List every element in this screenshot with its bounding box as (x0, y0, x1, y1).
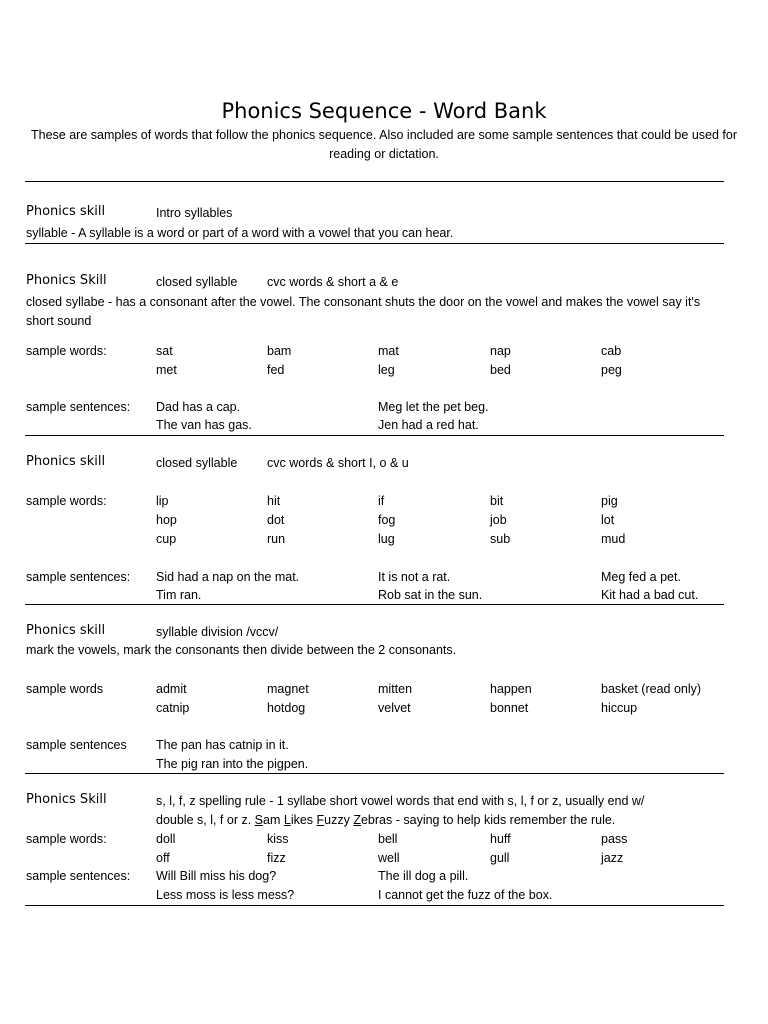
skill-focus: cvc words & short I, o & u (267, 456, 409, 470)
page-title: Phonics Sequence - Word Bank (221, 99, 547, 123)
sample-word: off (156, 851, 170, 865)
sample-word: well (378, 851, 400, 865)
sample-word: sub (490, 532, 511, 546)
mnemonic-word: ebras (360, 813, 393, 827)
sample-word: admit (156, 682, 187, 696)
sample-sentence: Will Bill miss his dog? (156, 869, 277, 883)
skill-label: Phonics Skill (26, 273, 107, 288)
mnemonic-letter: F (316, 813, 325, 827)
sample-word: gull (490, 851, 510, 865)
sample-words-label: sample words: (26, 832, 107, 846)
sample-sentence: It is not a rat. (378, 570, 451, 584)
sample-word: if (378, 494, 385, 508)
sample-word: cup (156, 532, 177, 546)
sample-word: pass (601, 832, 628, 846)
sample-word: bonnet (490, 701, 529, 715)
mnemonic-letter: S (254, 813, 264, 827)
sample-word: lip (156, 494, 169, 508)
intro-text: These are samples of words that follow the phonics sequence. Also included are some sample sentences that could be used for reading or dictation. (31, 128, 737, 161)
skill-label: Phonics skill (26, 454, 106, 469)
skill-label: Phonics skill (26, 623, 106, 638)
sample-word: bed (490, 363, 511, 377)
sample-word: fed (267, 363, 285, 377)
sample-word: leg (378, 363, 395, 377)
sample-word: run (267, 532, 286, 546)
sample-word: bam (267, 344, 292, 358)
sample-word: hotdog (267, 701, 306, 715)
sample-word: job (490, 513, 507, 527)
sample-word: huff (490, 832, 511, 846)
sample-word: velvet (378, 701, 411, 715)
divider (25, 435, 724, 436)
sample-sentences-label: sample sentences: (26, 869, 131, 883)
sample-word: sat (156, 344, 173, 358)
sample-word: mud (601, 532, 626, 546)
sample-words-label: sample words: (26, 494, 107, 508)
skill-name: closed syllable (156, 456, 238, 470)
sample-sentences-label: sample sentences: (26, 400, 131, 414)
sample-word: peg (601, 363, 622, 377)
sample-word: basket (read only) (601, 682, 702, 696)
sample-words-label: sample words: (26, 344, 107, 358)
sample-word: hop (156, 513, 177, 527)
sample-word: doll (156, 832, 176, 846)
divider (25, 243, 724, 244)
sample-word: kiss (267, 832, 289, 846)
sample-sentence: The pig ran into the pigpen. (156, 757, 309, 771)
mnemonic-word: uzzy (324, 813, 354, 827)
sample-sentence: Meg let the pet beg. (378, 400, 489, 414)
divider (25, 773, 724, 774)
sample-sentences-label: sample sentences (26, 738, 127, 752)
divider (25, 181, 724, 182)
sample-sentence: Meg fed a pet. (601, 570, 681, 584)
sample-word: lug (378, 532, 395, 546)
mnemonic-letter: L (283, 813, 291, 827)
sample-word: jazz (601, 851, 624, 865)
sample-sentence: Rob sat in the sun. (378, 588, 483, 602)
sample-word: mitten (378, 682, 413, 696)
sample-sentence: Kit had a bad cut. (601, 588, 699, 602)
divider (25, 905, 724, 906)
skill-name: closed syllable (156, 275, 238, 289)
skill-description: closed syllabe - has a consonant after the vowel. The consonant shuts the door on the vowel and makes the vowel say it's short sound (26, 295, 701, 328)
skill-focus: cvc words & short a & e (267, 275, 399, 289)
sample-sentence: Tim ran. (156, 588, 202, 602)
skill-name: Intro syllables (156, 206, 233, 220)
sample-word: mat (378, 344, 399, 358)
sample-sentence: The pan has catnip in it. (156, 738, 289, 752)
sample-word: fog (378, 513, 396, 527)
sample-sentence: I cannot get the fuzz of the box. (378, 888, 553, 902)
mnemonic-word: ikes (290, 813, 317, 827)
sample-word: happen (490, 682, 532, 696)
sample-word: met (156, 363, 177, 377)
sample-sentence: Jen had a red hat. (378, 418, 479, 432)
mnemonic-word: am (263, 813, 284, 827)
skill-description: syllable - A syllable is a word or part of a word with a vowel that you can hear. (26, 226, 454, 240)
sample-word: catnip (156, 701, 190, 715)
sample-sentence: Dad has a cap. (156, 400, 241, 414)
sample-sentences-label: sample sentences: (26, 570, 131, 584)
sample-word: fizz (267, 851, 286, 865)
sample-sentence: Sid had a nap on the mat. (156, 570, 300, 584)
sample-sentence: The ill dog a pill. (378, 869, 469, 883)
sample-word: cab (601, 344, 622, 358)
rule-text: - saying to help kids remember the rule. (392, 813, 616, 827)
sample-word: lot (601, 513, 615, 527)
skill-label: Phonics Skill (26, 792, 107, 807)
skill-label: Phonics skill (26, 204, 106, 219)
rule-text: double s, l, f or z. (156, 813, 255, 827)
sample-word: nap (490, 344, 511, 358)
rule-text: s, l, f, z spelling rule - 1 syllabe short vowel words that end with s, l, f or z, usually end w/ (156, 794, 645, 808)
sample-word: magnet (267, 682, 309, 696)
sample-word: bit (490, 494, 504, 508)
sample-sentence: The van has gas. (156, 418, 252, 432)
skill-description: mark the vowels, mark the consonants then divide between the 2 consonants. (26, 643, 457, 657)
sample-word: bell (378, 832, 398, 846)
sample-word: hiccup (601, 701, 638, 715)
rule-text-mnemonic (156, 812, 615, 828)
divider (25, 604, 724, 605)
mnemonic-letter: Z (353, 813, 361, 827)
skill-name: syllable division /vccv/ (156, 625, 279, 639)
sample-word: pig (601, 494, 618, 508)
sample-word: hit (267, 494, 281, 508)
sample-sentence: Less moss is less mess? (156, 888, 295, 902)
sample-words-label: sample words (26, 682, 104, 696)
sample-word: dot (267, 513, 285, 527)
